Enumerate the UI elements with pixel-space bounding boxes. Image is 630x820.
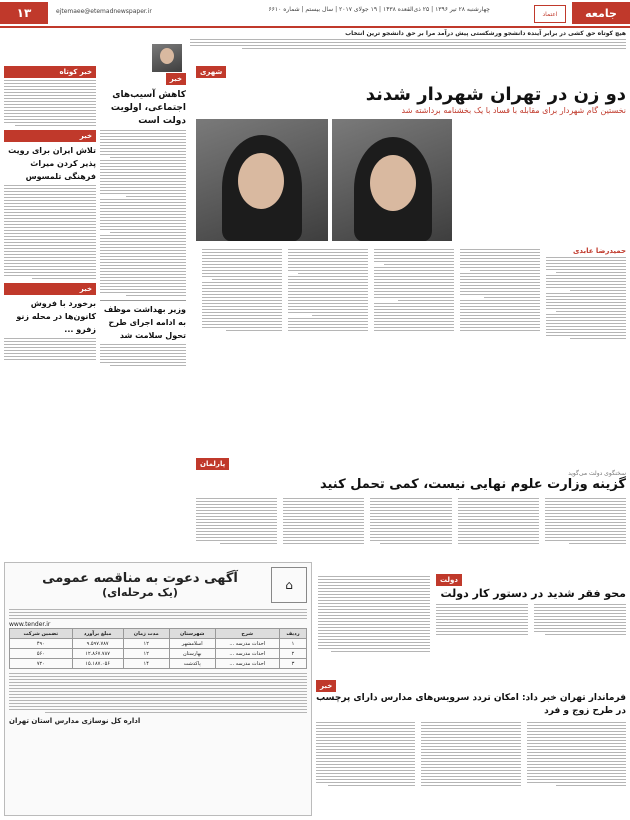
top-strip-title: هیچ کوتاه حق کشی در برابر آینده دانشجو ورشکستی پیش درآمد مرا بر حق دانشجو ترین انتخاب	[345, 30, 626, 37]
page-number: ۱۳	[0, 2, 48, 24]
far-label-2: خبر	[4, 130, 96, 142]
far-label: خبر کوتاه	[4, 66, 96, 78]
ad-subtitle: (یک مرحله‌ای)	[102, 586, 178, 599]
third-story-title: محو فقر شدید در دستور کار دولت	[440, 587, 626, 600]
ad-th: شهرستان	[169, 629, 215, 639]
fourth-story	[316, 680, 626, 816]
side-column	[100, 66, 186, 486]
fourth-story-title: فرماندار تهران خبر داد: امکان تردد سرویس‌های مدارس دارای پرچسب در طرح زوج و فرد	[316, 693, 626, 716]
second-story-title: گزینه وزارت علوم نهایی نیست، کمی تحمل کنید	[319, 477, 626, 492]
ad-emblem-icon: ⌂	[271, 567, 307, 603]
photo-woman-right	[332, 119, 452, 241]
main-story-title: دو زن در تهران شهردار شدند	[365, 84, 626, 105]
main-story-subtitle: نخستین گام شهردار برای مقابله با فساد با یک بخشنامه برداشته شد	[401, 106, 626, 115]
side-label: خبر	[166, 73, 186, 85]
ad-footer: اداره کل نوسازی مدارس استان تهران	[9, 717, 141, 725]
second-story	[196, 458, 626, 568]
section-label: جامعه	[572, 2, 630, 24]
table-row: ۲ احداث مدرسه ... بهارستان ۱۲ ۱۲.۸۶۷.۷۸۷ ۵۶۰	[10, 649, 307, 659]
main-story-label: شهری	[196, 66, 226, 78]
ad-website: www.tender.ir	[9, 621, 51, 628]
far-title-2: برخورد با فروش کانون‌ها در محله زنو زفرو ...	[16, 299, 96, 334]
newspaper-logo: اعتماد	[534, 5, 566, 23]
ad-th: ردیف	[279, 629, 306, 639]
portrait-photo	[152, 44, 182, 72]
second-story-label: پارلمان	[196, 458, 229, 470]
ad-th: تضمین شرکت	[10, 629, 73, 639]
tender-ad	[4, 562, 312, 816]
third-story	[436, 574, 626, 674]
main-author: حمیدرضا عابدی	[573, 247, 626, 255]
ad-th: مدت زمان	[123, 629, 169, 639]
photo-woman-left	[196, 119, 328, 241]
fourth-story-label: خبر	[316, 680, 336, 692]
far-label-3: خبر	[4, 283, 96, 295]
main-text-columns	[196, 247, 626, 341]
third-story-label: دولت	[436, 574, 462, 586]
ad-th: مبلغ برآورد	[72, 629, 123, 639]
far-title: تلاش ایران برای رویت پذیر کردن میراث فرهنگی تلمسوس	[8, 146, 96, 181]
ad-title: آگهی دعوت به مناقصه عمومی	[42, 571, 238, 586]
dateline: چهارشنبه ۲۸ تیر ۱۳۹۶ | ۲۵ ذی‌القعده ۱۴۳۸ | ۱۹ جولای ۲۰۱۷ | سال بیستم | شماره ۶۶۱۰	[268, 6, 490, 13]
second-story-kicker: سخنگوی دولت می‌گوید	[568, 470, 626, 477]
ad-th: شرح	[215, 629, 279, 639]
side-title: کاهش آسیب‌های اجتماعی، اولویت دولت است	[110, 90, 186, 126]
side-title-2: وزیر بهداشت موظف به ادامه اجرای طرح تحول سلامت شد	[100, 300, 186, 342]
ad-table	[9, 628, 307, 669]
top-strip	[190, 30, 626, 51]
table-row: ۱ احداث مدرسه ... اسلامشهر ۱۲ ۹.۵۹۷.۷۸۷ ۴۹۰	[10, 639, 307, 649]
section-email: ejtemaee@etemadnewspaper.ir	[56, 8, 152, 15]
table-row: ۳ احداث مدرسه ... پاکدشت ۱۴ ۱۵.۱۸۷.۰۵۶ ۷۲۰	[10, 659, 307, 669]
main-story	[196, 66, 626, 456]
main-photos	[196, 119, 626, 241]
page-header	[0, 0, 630, 28]
far-column	[4, 66, 96, 486]
